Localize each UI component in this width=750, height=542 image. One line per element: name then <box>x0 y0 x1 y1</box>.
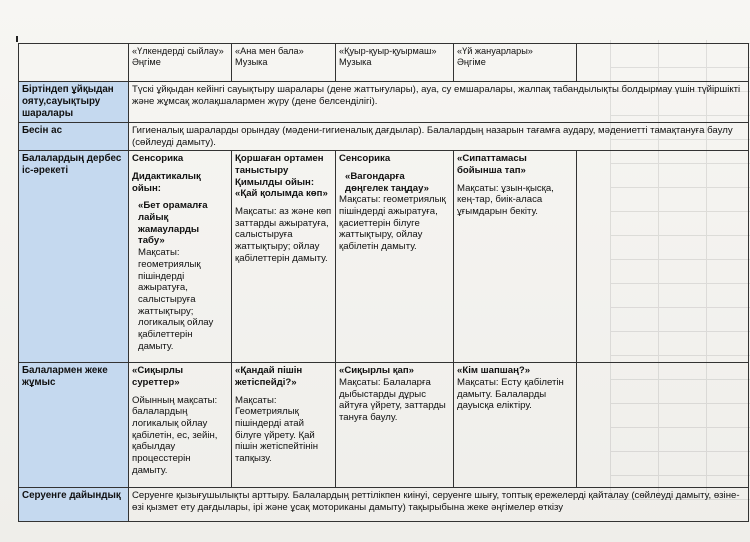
activity-cell-1 <box>129 151 232 363</box>
goal-text: Мақсаты: ұзын-қысқа, кең-тар, биік-аласа ұғымдарын бекіту. <box>457 182 554 218</box>
individual-cell-5 <box>577 363 749 488</box>
category: Сенсорика <box>339 153 391 165</box>
row-text: Түскі ұйқыдан кейінгі сауықтыру шаралары (дене жаттығулары), ауа, су емшаралары, жалпақ табандылықты болдырмау үшін түйіршікті және жұмсақ жолақшалармен жүру (дене белсенділігі). <box>129 82 749 123</box>
game-title: «Сиқырлы қап» <box>339 365 414 377</box>
margin-mark <box>16 36 18 42</box>
header-row <box>19 44 749 82</box>
daily-plan-table <box>18 43 749 522</box>
snack-row <box>19 122 749 150</box>
header-cell-4 <box>454 44 577 82</box>
row-label: Біртіндеп ұйқыдан ояту,сауықтыру шаралары <box>19 82 129 123</box>
individual-cell-4 <box>454 363 577 488</box>
goal-text: Мақсаты: геометриялық пішіндерді ажыратуға, салыстыруға жаттықтыру; логикалық ойлау қабілеттерін дамыту. <box>138 247 214 352</box>
header-cell-2 <box>232 44 336 82</box>
row-label: Бесін ас <box>19 122 129 150</box>
game-title: «Вагондарға дөңгелек таңдау» <box>345 170 430 194</box>
activity-cell-2 <box>232 151 336 363</box>
header-subject: Музыка <box>339 57 372 68</box>
row-label: Балалардың дербес іс-әрекеті <box>19 151 129 363</box>
game-title: «Қандай пішін жетіспейді?» <box>235 365 303 388</box>
row-label: Серуенге дайындық <box>19 488 129 522</box>
goal-text: Мақсаты: Геометриялық пішіндерді атай білуге үйрету. Қай пішін жетіспейтінін тапқызу. <box>235 394 319 465</box>
goal-text: Мақсаты: аз және көп заттарды ажыратуға, салыстыруға жаттықтыру; ойлау қабілеттерін дамыту. <box>235 206 332 264</box>
header-cell-1 <box>129 44 232 82</box>
goal-text: Мақсаты: Есту қабілетін дамыту. Балаларды дауысқа еліктіру. <box>457 376 564 412</box>
activity-cell-5 <box>577 151 749 363</box>
header-subject: Әңгіме <box>457 57 486 68</box>
activity-cell-4 <box>454 151 577 363</box>
game-type: Қимылды ойын: <box>235 176 315 188</box>
row-label: Балалармен жеке жұмыс <box>19 363 129 488</box>
header-empty-cell <box>19 44 129 82</box>
category: Қоршаған ортамен таныстыру <box>235 153 324 176</box>
header-title: «Қуыр-қуыр-қуырмаш» <box>339 46 437 56</box>
header-cell-3 <box>336 44 454 82</box>
game-title: «Сиқырлы суреттер» <box>132 365 184 388</box>
activity-cell-3 <box>336 151 454 363</box>
goal-text: Ойынның мақсаты: балалардың логикалық ойлау қабілетін, ес, зейін, қабылдау процесстерін дамыту. <box>132 394 218 476</box>
header-subject: Музыка <box>235 57 268 68</box>
game-title: «Кім шапшаң?» <box>457 365 531 377</box>
game-title: «Сипаттамасы бойынша тап» <box>457 153 527 176</box>
goal-text: Мақсаты: геометриялық пішіндерді ажыратуға, қасиеттерін білуге жаттықтыру, ойлау қабілетін дамыту. <box>339 194 446 253</box>
header-cell-5 <box>577 44 749 82</box>
category: Сенсорика <box>132 153 184 165</box>
header-subject: Әңгіме <box>132 57 161 68</box>
game-type: Дидактикалық ойын: <box>132 170 201 194</box>
header-title: «Үй жануарлары» <box>457 46 533 56</box>
row-text: Серуенге қызығушылықты арттыру. Балалардың реттілікпен киінуі, серуенге шығу, топтық ережелерді қайталау (сөйлеуді дамыту, өзіне-өзі қызмет ету дағдылары, ірі және ұсақ моториканы дамыту) тақырыбына жеке әңгімелер өткізу <box>129 488 749 522</box>
individual-cell-1 <box>129 363 232 488</box>
exercise-row <box>19 82 749 123</box>
independent-activity-row <box>19 151 749 363</box>
walk-prep-row <box>19 488 749 522</box>
header-title: «Үлкендерді сыйлау» <box>132 46 224 56</box>
individual-cell-2 <box>232 363 336 488</box>
row-text: Гигиеналық шараларды орындау (мәдени-гигиеналық дағдылар). Балалардың назарын тағамға аудару, мәдениетті тамақтануға баулу (сөйлеуді дамыту). <box>129 122 749 150</box>
individual-work-row <box>19 363 749 488</box>
goal-text: Мақсаты: Балаларға дыбыстарды дұрыс айтуға үйрету, заттарды тануға баулу. <box>339 376 446 424</box>
game-title: «Бет орамалға лайық жамауларды табу» <box>138 200 208 247</box>
header-title: «Ана мен бала» <box>235 46 304 56</box>
game-title: «Қай қолымда көп» <box>235 188 328 200</box>
individual-cell-3 <box>336 363 454 488</box>
